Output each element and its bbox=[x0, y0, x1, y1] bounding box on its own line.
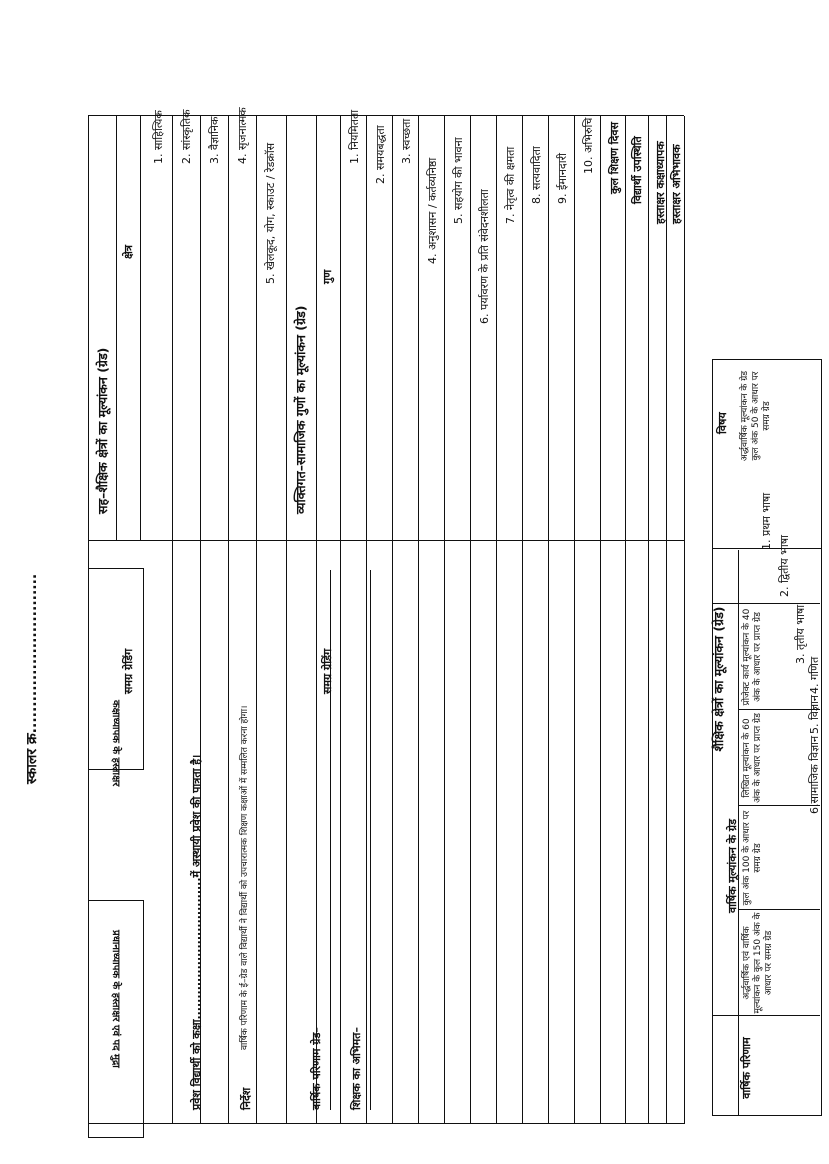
annual-result-label: वार्षिक परिणाम ग्रेड– bbox=[310, 1027, 323, 1110]
scholar-number-label: स्कालर क्र.............................. bbox=[24, 573, 40, 784]
attendance-label: विद्यार्थी उपस्थिति bbox=[631, 136, 644, 204]
quality-row: 6. पर्यावरण के प्रति संवेदनशीलता bbox=[478, 189, 491, 324]
final-grade-col-header: अर्द्धवार्षिक एवं वार्षिक मूल्यांकन के कुल 150 अंक के आधार पर समग्र ग्रेड bbox=[742, 912, 774, 1014]
class-teacher-sign-label: हस्ताक्षर कक्षाध्यापक bbox=[654, 141, 667, 224]
area-row: 2. सांस्कृतिक bbox=[180, 109, 193, 164]
subject-row: 1. प्रथम भाषा bbox=[760, 492, 773, 550]
annual-result-group: वार्षिक परिणाम bbox=[740, 1037, 753, 1099]
subject-row: 2. द्वितीय भाषा bbox=[778, 535, 791, 597]
quality-row: 5. सहयोग की भावना bbox=[452, 137, 465, 224]
area-row: 5. खेलकूद, योग, स्काउट / रेडक्रॉस bbox=[264, 142, 277, 284]
annual-grades-group: वार्षिक मूल्यांकन के ग्रेड bbox=[726, 818, 739, 914]
area-row: 1. साहित्यिक bbox=[152, 110, 165, 164]
quality-row: 4. अनुशासन / कर्तव्यनिष्ठा bbox=[426, 157, 439, 264]
half-yearly-col-header: अर्द्धवार्षिक मूल्यांकन के ग्रेड कुल अंक 50 के आधार पर समग्र ग्रेड bbox=[740, 370, 772, 462]
quality-row: 1. नियमितता bbox=[348, 109, 361, 164]
class-teacher-sign-label-2: कक्षाध्यापक के हस्ताक्षर bbox=[110, 700, 121, 787]
quality-row: 9. ईमानदारी bbox=[556, 153, 569, 204]
parent-sign-label: हस्ताक्षर अभिभावक bbox=[670, 144, 683, 224]
quality-row: 7. नेतृत्व की क्षमता bbox=[504, 146, 517, 224]
project-grade-col-header: प्रोजेक्ट कार्य मूल्यांकन के 40 अंक के आधार पर प्राप्त ग्रेड bbox=[742, 608, 763, 706]
area-col-header: क्षेत्र bbox=[122, 245, 135, 259]
quality-row: 10. अभिरुचि bbox=[582, 117, 595, 174]
area-row: 3. वैज्ञानिक bbox=[208, 116, 221, 164]
subject-row: 5. विज्ञान bbox=[808, 695, 821, 734]
total-grade-col-header: कुल अंक 100 के आधार पर समग्र ग्रेड bbox=[742, 810, 763, 906]
personality-title: व्यक्तिगत–सामाजिक गुणों का मूल्यांकन (ग्रेड) bbox=[293, 305, 308, 514]
subject-row: 6.सामाजिक विज्ञान bbox=[808, 735, 821, 814]
grade2-col-header: समग्र ग्रेडिंग bbox=[321, 648, 334, 694]
promotion-text: प्रवेश विद्यार्थी को कक्षा..................................में अस्थायी प्रवेश की पात्रता है। bbox=[190, 754, 203, 1110]
quality-col-header: गुण bbox=[321, 269, 334, 284]
instruction-label: निर्देश bbox=[240, 1087, 253, 1110]
result-line bbox=[330, 570, 331, 1110]
subject-col-header: विषय bbox=[716, 412, 729, 434]
lower-right-block bbox=[160, 700, 720, 1120]
subject-row: 4. गणित bbox=[808, 656, 821, 694]
quality-row: 3. स्वच्छता bbox=[400, 118, 413, 164]
subject-row: 3. तृतीय भाषा bbox=[794, 604, 807, 664]
quality-row: 8. सत्यवादिता bbox=[530, 146, 543, 204]
remark-line bbox=[370, 570, 371, 1110]
academic-title: शैक्षिक क्षेत्रों का मूल्यांकन (ग्रेड) bbox=[711, 606, 726, 752]
co-scholastic-title: सह–शैक्षिक क्षेत्रों का मूल्यांकन (ग्रेड) bbox=[95, 347, 110, 514]
teacher-remark-label: शिक्षक का अभिमत– bbox=[350, 1027, 363, 1110]
grade-col-header: समग्र ग्रेडिंग bbox=[122, 648, 135, 694]
area-row: 4. सृजनात्मक bbox=[236, 107, 249, 164]
principal-sign-label: प्रधानाध्यापक के हस्ताक्षर एवं पद मुद्रा bbox=[110, 930, 121, 1068]
teaching-days-label: कुल शिक्षण दिवस bbox=[608, 122, 621, 194]
instruction-text: वार्षिक परिणाम के ई–ग्रेड वाले विद्यार्थी ने विद्यार्थी को उपचारात्मक शिक्षण कक्षाओं में सम्मलित करना होगा। bbox=[240, 705, 250, 1050]
written-grade-col-header: लिखित मूल्यांकन के 60 अंक के आधार पर प्राप्त ग्रेड bbox=[742, 713, 763, 803]
quality-row: 2. समयबद्धता bbox=[374, 125, 387, 184]
